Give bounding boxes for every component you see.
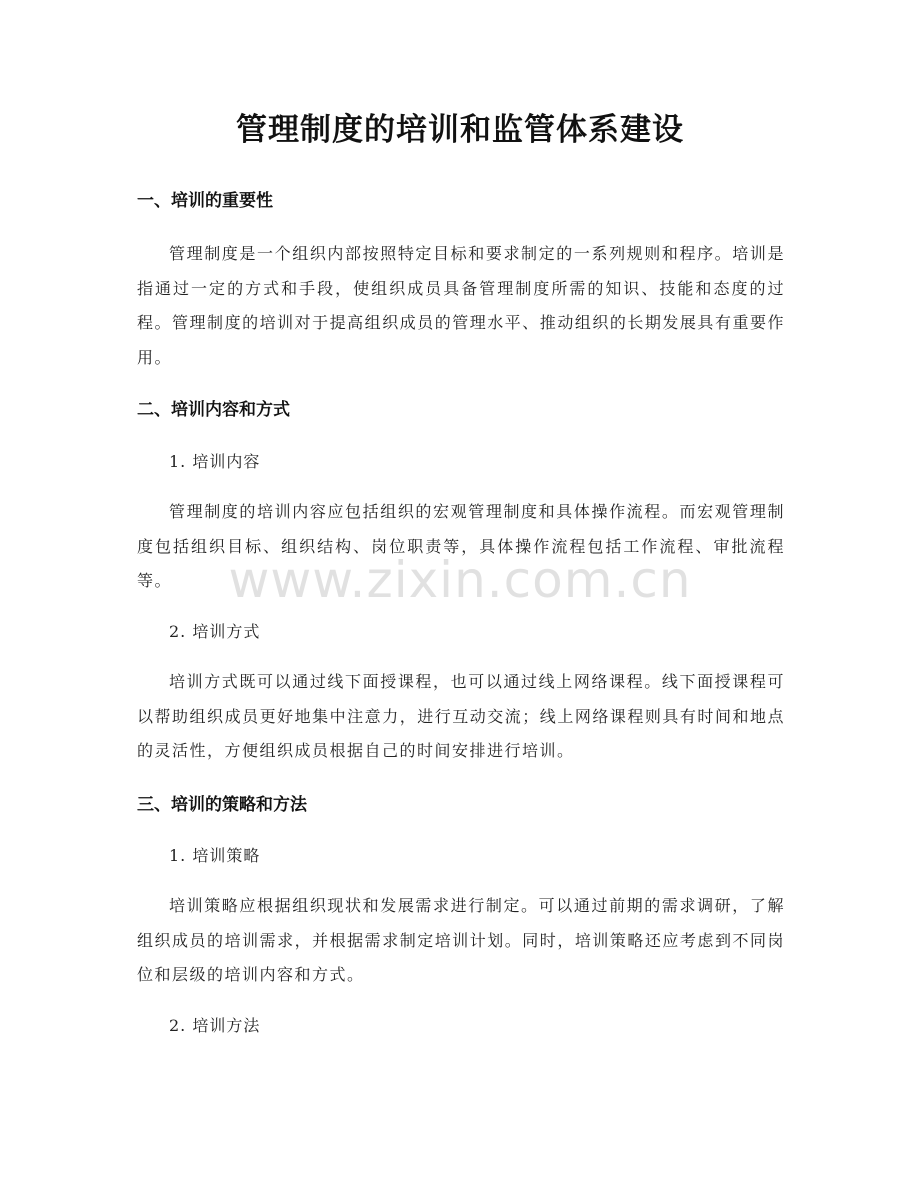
subsection-heading-training-content: 1. 培训内容 (169, 452, 261, 471)
section-heading-importance: 一、培训的重要性 (137, 191, 273, 211)
section-heading-strategy-and-methods: 三、培训的策略和方法 (137, 795, 307, 815)
document-title: 管理制度的培训和监管体系建设 (236, 112, 684, 148)
subsection-paragraph-training-content: 管理制度的培训内容应包括组织的宏观管理制度和具体操作流程。而宏观管理制度包括组织目标、组织结构、岗位职责等，具体操作流程包括工作流程、审批流程等。 (137, 502, 785, 590)
subsection-heading-training-mode: 2. 培训方式 (169, 622, 261, 641)
subsection-heading-training-strategy: 1. 培训策略 (169, 846, 261, 865)
subsection-paragraph-training-strategy: 培训策略应根据组织现状和发展需求进行制定。可以通过前期的需求调研，了解组织成员的培训需求，并根据需求制定培训计划。同时，培训策略还应考虑到不同岗位和层级的培训内容和方式。 (137, 896, 785, 984)
section-paragraph-importance: 管理制度是一个组织内部按照特定目标和要求制定的一系列规则和程序。培训是指通过一定的方式和手段，使组织成员具备管理制度所需的知识、技能和态度的过程。管理制度的培训对于提高组织成员的管理水平、推动组织的长期发展具有重要作用。 (137, 244, 785, 367)
subsection-heading-training-method: 2. 培训方法 (169, 1016, 261, 1035)
subsection-paragraph-training-mode: 培训方式既可以通过线下面授课程，也可以通过线上网络课程。线下面授课程可以帮助组织成员更好地集中注意力，进行互动交流；线上网络课程则具有时间和地点的灵活性，方便组织成员根据自己的时间安排进行培训。 (137, 672, 785, 760)
watermark-text: www.zixin.com.cn (228, 551, 692, 609)
section-heading-content-and-methods: 二、培训内容和方式 (137, 400, 290, 420)
